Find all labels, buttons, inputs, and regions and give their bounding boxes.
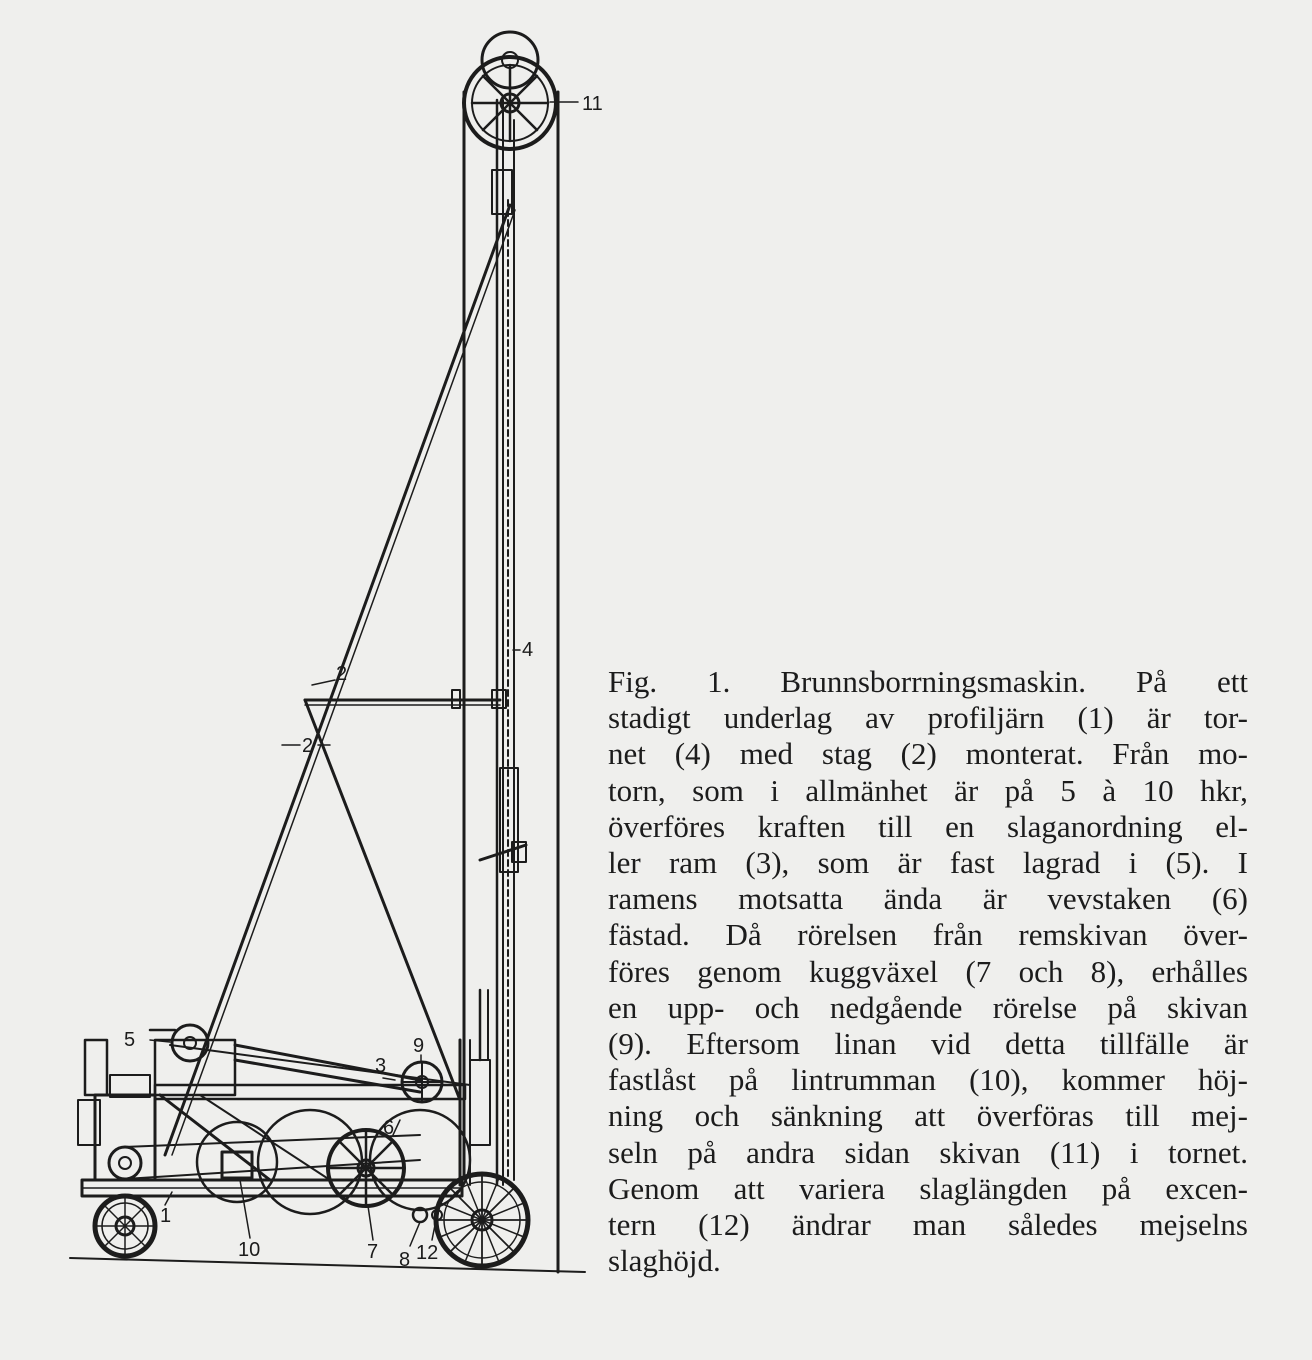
caption-word: i — [1128, 845, 1138, 881]
caption-word: monterat. — [965, 736, 1084, 772]
callout-11: 11 — [582, 93, 603, 115]
caption-word: på — [728, 1062, 759, 1098]
caption-word: är — [982, 881, 1007, 917]
caption-word: På — [1136, 664, 1167, 699]
caption-word: mo- — [1198, 736, 1248, 772]
caption-word: i — [770, 772, 779, 808]
motor — [78, 1040, 155, 1180]
caption-word: är — [1146, 700, 1171, 736]
rear-wheel — [95, 1196, 155, 1256]
caption-word: Genom — [608, 1170, 700, 1206]
caption-word: att — [914, 1098, 946, 1134]
caption-word: mejselns — [1139, 1207, 1248, 1243]
caption-word: till — [878, 808, 913, 844]
caption-word: således — [1008, 1207, 1098, 1243]
caption-word: remskivan — [1018, 917, 1148, 953]
tower — [464, 92, 558, 1272]
caption-word: lagrad — [1022, 845, 1101, 881]
callout-10: 10 — [238, 1239, 261, 1261]
caption-line — [608, 845, 1248, 881]
caption-word: (1) — [1077, 700, 1114, 736]
caption-word: på — [1101, 1170, 1132, 1206]
caption-word: tor- — [1203, 700, 1248, 736]
caption-word: som — [817, 845, 870, 881]
caption-line — [608, 664, 1248, 700]
caption-word: och — [1018, 953, 1064, 989]
caption-word: skivan — [939, 1134, 1021, 1170]
caption-word: tillfälle — [1099, 1026, 1190, 1062]
caption-word: kuggväxel — [808, 953, 939, 989]
caption-word: till — [1125, 1098, 1160, 1134]
caption-line — [608, 954, 1248, 990]
caption-word: (10), — [969, 1062, 1029, 1098]
caption-line — [608, 1062, 1248, 1098]
caption-word: seln — [608, 1134, 658, 1170]
front-wheel — [436, 1174, 528, 1266]
pulley-9 — [402, 1062, 442, 1102]
caption-word: ända — [883, 881, 943, 917]
caption-word: man — [912, 1207, 967, 1243]
caption-line — [608, 1207, 1248, 1243]
caption-word: med — [739, 736, 794, 772]
caption-word: ning — [608, 1098, 664, 1134]
caption-word: ett — [1216, 664, 1248, 699]
caption-word: att — [733, 1170, 765, 1206]
caption-word: excen- — [1165, 1170, 1248, 1206]
caption-word: av — [865, 700, 895, 736]
caption-word: Eftersom — [686, 1026, 801, 1062]
callout-6: 6 — [383, 1117, 395, 1139]
caption-word: net — [608, 736, 646, 772]
bearing-pulley — [150, 1025, 208, 1061]
caption-word: vid — [931, 1026, 971, 1062]
caption-word: 10 — [1142, 772, 1174, 808]
callout-12: 12 — [416, 1242, 439, 1264]
caption-word: rörelse — [992, 989, 1078, 1025]
caption-line — [608, 1171, 1248, 1207]
caption-word: slaglängden — [919, 1170, 1068, 1206]
caption-word: sänkning — [770, 1098, 883, 1134]
caption-word: ler — [608, 845, 641, 881]
caption-word: upp- — [667, 989, 725, 1025]
caption-word: (9). — [608, 1026, 652, 1062]
caption-word: ramens — [608, 881, 698, 917]
caption-word: underlag — [723, 700, 833, 736]
callout-2-upper: 2 — [336, 663, 348, 685]
caption-word: allmänhet — [805, 772, 928, 808]
caption-word: och — [694, 1098, 740, 1134]
caption-word: variera — [798, 1170, 885, 1206]
caption-word: kraften — [757, 808, 846, 844]
caption-word: på — [1004, 772, 1034, 808]
caption-word: (5). — [1165, 845, 1210, 881]
caption-line — [608, 1243, 1248, 1279]
caption-word: överföras — [976, 1098, 1094, 1134]
caption-word: mej- — [1191, 1098, 1248, 1134]
caption-word: en — [608, 989, 638, 1025]
caption-word: fastlåst — [608, 1062, 696, 1098]
caption-line — [608, 809, 1248, 845]
caption-word: är — [1223, 1026, 1248, 1062]
caption-word: ram — [668, 845, 718, 881]
caption-line — [608, 1098, 1248, 1134]
caption-word: à — [1102, 772, 1117, 808]
caption-word: (6) — [1211, 881, 1248, 917]
caption-word: och — [754, 989, 800, 1025]
caption-word: är — [954, 772, 979, 808]
caption-word: (7 — [965, 953, 992, 989]
caption-word: nedgående — [829, 989, 963, 1025]
gear-7 — [328, 1130, 404, 1206]
callout-5: 5 — [124, 1029, 136, 1051]
caption-word: från — [932, 917, 983, 953]
caption-word: 5 — [1060, 772, 1076, 808]
caption-word: (3), — [745, 845, 790, 881]
caption-word: som — [692, 772, 744, 808]
caption-word: i — [1129, 1134, 1139, 1170]
caption-word: (4) — [674, 736, 711, 772]
caption-word: motsatta — [738, 881, 844, 917]
callout-8: 8 — [399, 1249, 411, 1271]
caption-line — [608, 736, 1248, 772]
caption-word: tornet. — [1167, 1134, 1248, 1170]
caption-word: slaganordning — [1007, 808, 1183, 844]
caption-line — [608, 881, 1248, 917]
caption-word: stadigt — [608, 700, 691, 736]
caption-word: vevstaken — [1047, 881, 1172, 917]
caption-word: 1. — [707, 664, 731, 699]
caption-word: Då — [725, 917, 762, 953]
caption-word: slaghöjd. — [608, 1243, 721, 1279]
caption-word: lintrumman — [791, 1062, 936, 1098]
caption-line — [608, 1135, 1248, 1171]
caption-word: el- — [1215, 808, 1248, 844]
caption-word: över- — [1183, 917, 1248, 953]
callout-9: 9 — [413, 1035, 425, 1057]
caption-word: (12) — [698, 1207, 750, 1243]
caption-word: överföres — [608, 808, 726, 844]
caption-word: på — [1107, 989, 1137, 1025]
caption-word: på — [687, 1134, 717, 1170]
caption-word: sidan — [844, 1134, 910, 1170]
caption-word: höj- — [1198, 1062, 1248, 1098]
caption-word: kommer — [1061, 1062, 1165, 1098]
caption-line — [608, 990, 1248, 1026]
caption-word: en — [945, 808, 975, 844]
caption-word: tern — [608, 1207, 657, 1243]
caption-word: I — [1237, 845, 1248, 881]
caption-word: föres — [608, 953, 670, 989]
caption-word: detta — [1005, 1026, 1066, 1062]
caption-word: erhålles — [1151, 953, 1248, 989]
caption-line — [608, 700, 1248, 736]
callout-3: 3 — [375, 1055, 387, 1077]
caption-line — [608, 773, 1248, 809]
caption-word: linan — [834, 1026, 897, 1062]
caption-word: Brunnsborrningsmaskin. — [780, 664, 1087, 699]
caption-word: 8), — [1090, 953, 1125, 989]
caption-word: (11) — [1049, 1134, 1101, 1170]
callout-7: 7 — [367, 1241, 379, 1263]
caption-word: torn, — [608, 772, 666, 808]
caption-word: fästad. — [608, 917, 690, 953]
callout-2-lower: 2 — [302, 735, 314, 757]
caption-word: ändrar — [791, 1207, 871, 1243]
caption-word: fast — [949, 845, 995, 881]
caption-word: rörelsen — [797, 917, 898, 953]
caption-word: Från — [1112, 736, 1170, 772]
caption-line — [608, 1026, 1248, 1062]
caption-line — [608, 917, 1248, 953]
caption-word: hkr, — [1200, 772, 1248, 808]
top-sheave — [464, 32, 556, 149]
caption-word: skivan — [1166, 989, 1248, 1025]
caption-word: andra — [746, 1134, 816, 1170]
caption-word: (2) — [900, 736, 937, 772]
callout-1: 1 — [160, 1205, 172, 1227]
caption-word: är — [897, 845, 922, 881]
caption-word: Fig. — [608, 664, 658, 699]
figure-caption — [608, 664, 1248, 1279]
drum-and-wheels — [197, 1110, 470, 1214]
caption-word: profiljärn — [927, 700, 1045, 736]
caption-word: genom — [697, 953, 782, 989]
caption-word: stag — [821, 736, 872, 772]
callout-4: 4 — [522, 639, 534, 661]
